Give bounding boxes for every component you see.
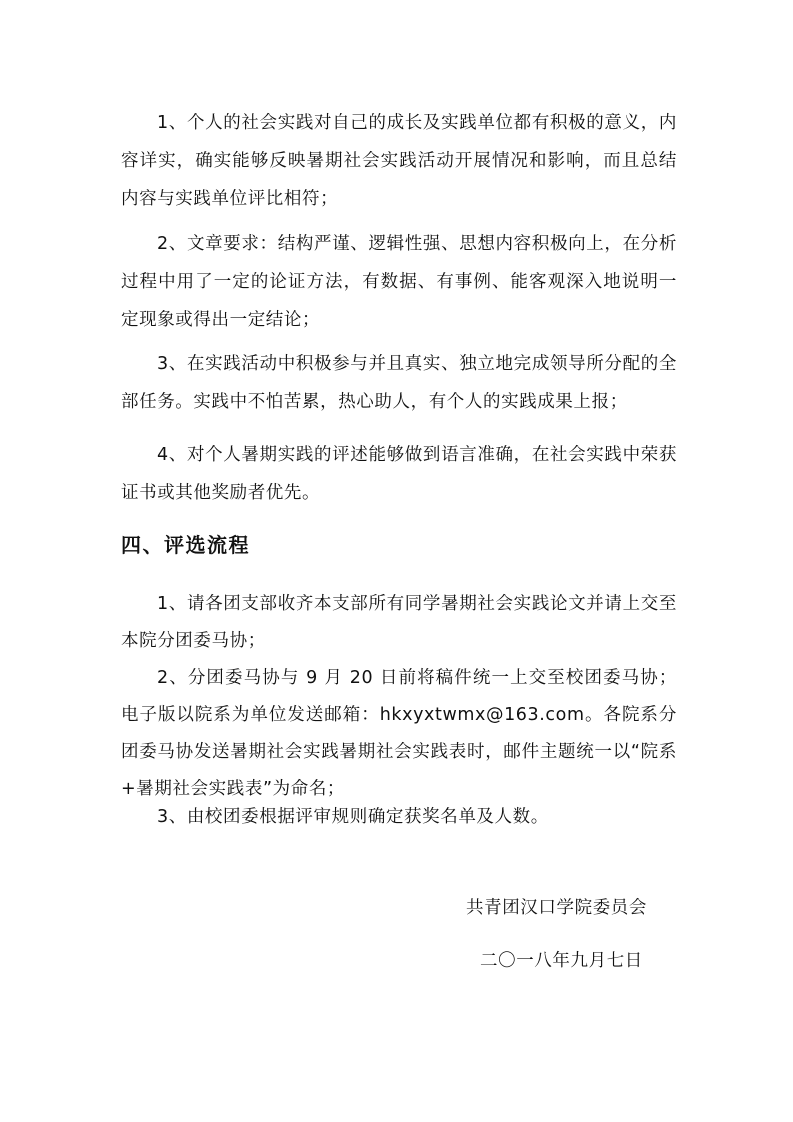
process-step-2: 2、分团委马协与 9 月 20 日前将稿件统一上交至校团委马协；电子版以院系为单位发送邮箱：hkxyxtwmx@163.com。各院系分团委马协发送暑期社会实践暑期社会实践表时，邮件主题统一以“院系+暑期社会实践表”为命名；	[121, 668, 677, 799]
criteria-item-1: 1、个人的社会实践对自己的成长及实践单位都有积极的意义，内容详实，确实能够反映暑期社会实践活动开展情况和影响，而且总结内容与实践单位评比相符；	[121, 113, 677, 209]
signature-date: 二〇一八年九月七日	[480, 951, 643, 971]
process-step-3: 3、由校团委根据评审规则确定获奖名单及人数。	[157, 807, 549, 827]
criteria-item-3: 3、在实践活动中积极参与并且真实、独立地完成领导所分配的全部任务。实践中不怕苦累，热心助人，有个人的实践成果上报；	[121, 354, 677, 412]
process-step-1: 1、请各团支部收齐本支部所有同学暑期社会实践论文并请上交至本院分团委马协；	[121, 594, 677, 651]
criteria-item-4: 4、对个人暑期实践的评述能够做到语言准确，在社会实践中荣获证书或其他奖励者优先。	[121, 445, 677, 503]
section-heading: 四、评选流程	[121, 533, 250, 557]
criteria-item-2: 2、文章要求：结构严谨、逻辑性强、思想内容积极向上，在分析过程中用了一定的论证方法，有数据、有事例、能客观深入地说明一定现象或得出一定结论；	[121, 234, 677, 330]
signature-organization: 共青团汉口学院委员会	[466, 898, 647, 918]
